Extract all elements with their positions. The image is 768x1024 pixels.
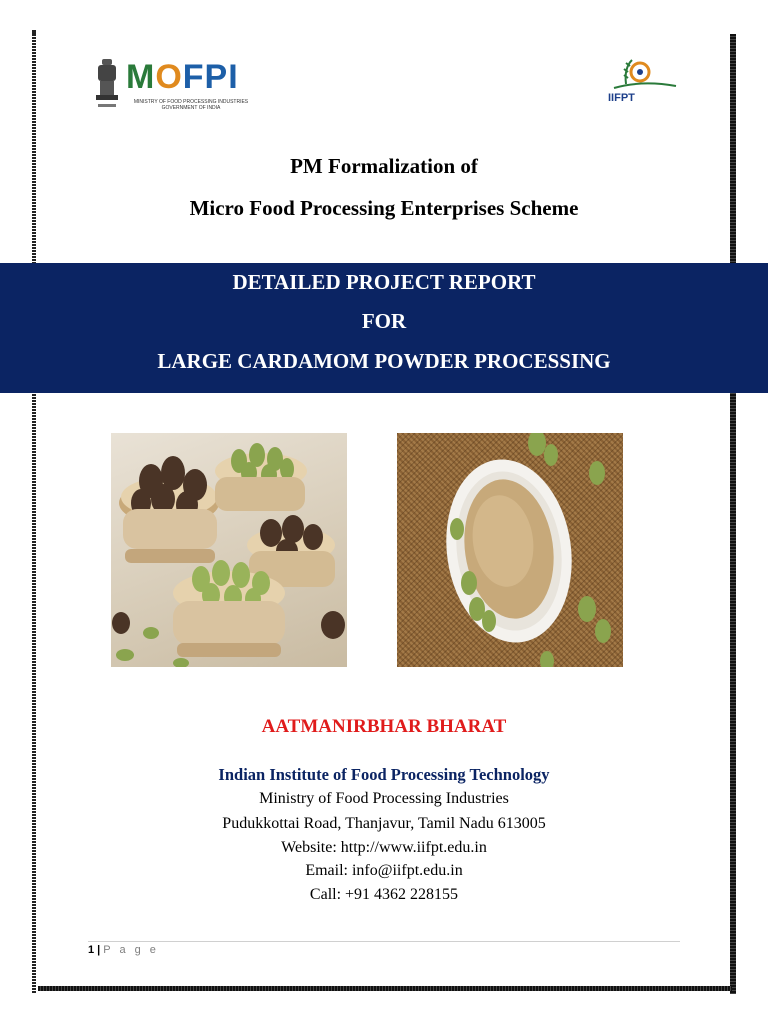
phone-line: Call: +91 4362 228155	[309, 886, 459, 903]
mofpi-logo	[92, 55, 252, 121]
cardamom-powder-bowl-image	[397, 433, 623, 667]
page-label: P a g e	[103, 944, 159, 956]
scheme-title-line-2: Micro Food Processing Enterprises Scheme	[189, 196, 579, 220]
footer-divider	[88, 941, 680, 942]
cardamom-pods-bowls-image	[111, 433, 347, 667]
page-border-bottom	[38, 986, 732, 991]
website-line[interactable]: Website: http://www.iifpt.edu.in	[281, 839, 487, 856]
ministry-name: Ministry of Food Processing Industries	[259, 790, 509, 807]
page-number-value: 1 |	[88, 944, 101, 956]
wheat-gear-icon	[604, 54, 682, 94]
aatmanirbhar-tagline: AATMANIRBHAR BHARAT	[261, 716, 507, 737]
mofpi-subtitle: MINISTRY OF FOOD PROCESSING INDUSTRIES GOVERNMENT OF INDIA	[133, 99, 249, 111]
banner-line-2: FOR	[361, 309, 407, 333]
address-line: Pudukkottai Road, Thanjavur, Tamil Nadu 613005	[222, 815, 546, 832]
banner-line-1: DETAILED PROJECT REPORT	[232, 270, 536, 294]
iifpt-wordmark: IIFPT	[608, 92, 635, 104]
iifpt-logo	[604, 54, 682, 110]
email-line[interactable]: Email: info@iifpt.edu.in	[305, 862, 463, 879]
institute-name: Indian Institute of Food Processing Technology	[218, 765, 550, 784]
page-number	[88, 944, 159, 956]
national-emblem-icon	[94, 57, 120, 113]
scheme-title-line-1: PM Formalization of	[290, 154, 478, 178]
banner-line-3: LARGE CARDAMOM POWDER PROCESSING	[157, 349, 611, 373]
mofpi-wordmark: MOFPI	[126, 58, 239, 96]
report-title-banner	[0, 263, 768, 393]
